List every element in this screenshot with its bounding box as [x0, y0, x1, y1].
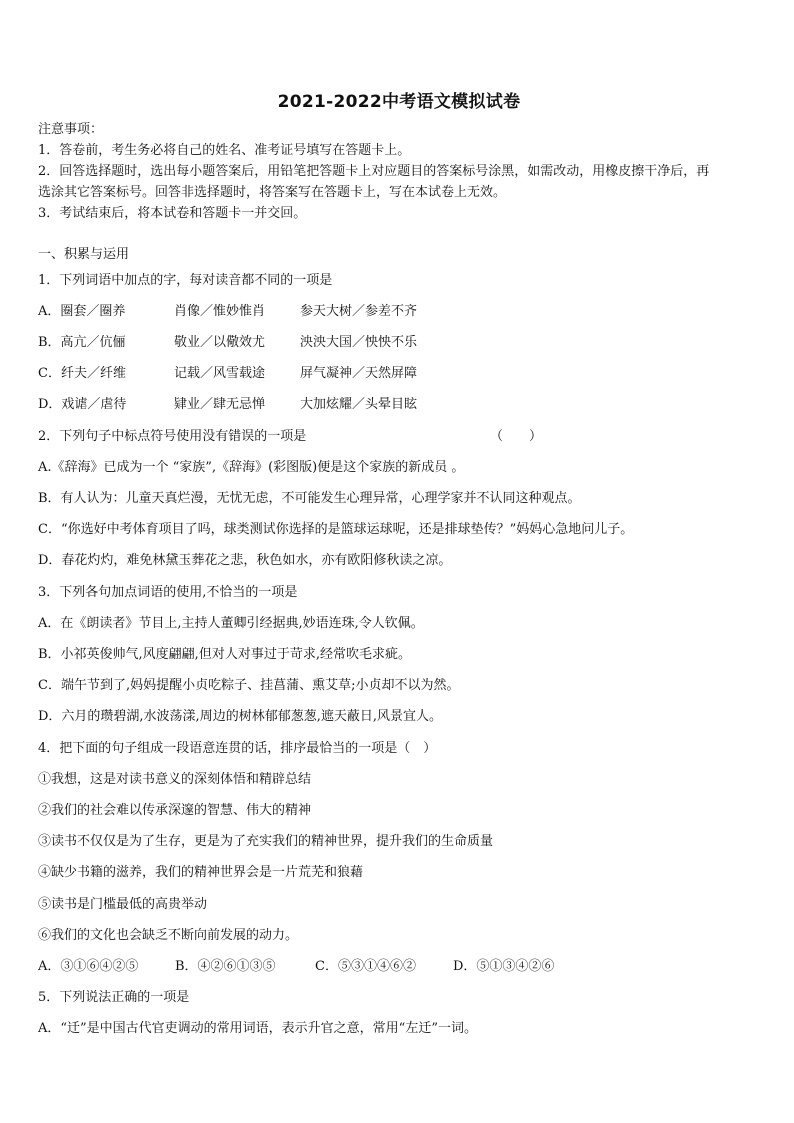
q5-stem: 5．下列说法正确的一项是: [38, 990, 190, 1005]
q4-sentence-5: ⑤读书是门槛最低的高贵举动: [38, 897, 208, 912]
q3-option-a: A．在《朗读者》节目上,主持人董卿引经据典,妙语连珠,令人钦佩。: [38, 616, 424, 631]
q4-answer-c: C．⑤③①④⑥②: [315, 959, 416, 974]
q5-option-a: A．“迁”是中国古代官吏调动的常用词语，表示升官之意，常用“左迁”一词。: [38, 1021, 477, 1036]
q2-answer-paren: （ ）: [490, 429, 543, 444]
q4-stem: 4．把下面的句子组成一段语意连贯的话，排序最恰当的一项是（ ）: [38, 741, 437, 756]
notice-item-1: 1．答卷前，考生务必将自己的姓名、准考证号填写在答题卡上。: [38, 143, 411, 158]
q2-option-b: B．有人认为：儿童天真烂漫，无忧无虑，不可能发生心理异常，心理学家并不认同这种观点。: [38, 491, 581, 506]
q1-c-word3: 屏气凝神／天然屏障: [300, 366, 418, 381]
q1-d-word1: D．戏谑／虐待: [38, 397, 127, 412]
q1-b-word1: B．高亢／伉俪: [38, 335, 126, 350]
notice-item-2: 2．回答选择题时，选出每小题答案后，用铅笔把答题卡上对应题目的答案标号涂黑，如需改动，用橡皮擦干净后，再: [38, 164, 710, 179]
q2-option-c: C．“你选好中考体育项目了吗，球类测试你选择的是篮球运球呢，还是排球垫传？”妈妈心急地问儿子。: [38, 522, 634, 537]
exam-page: [38, 0, 760, 1123]
q1-b-word3: 泱泱大国／怏怏不乐: [300, 335, 418, 350]
q2-stem: 2．下列句子中标点符号使用没有错误的一项是: [38, 429, 307, 444]
q1-option-a: [38, 303, 500, 320]
q4-sentence-6: ⑥我们的文化也会缺乏不断向前发展的动力。: [38, 928, 299, 943]
q3-option-d: D．六月的瓒碧湖,水波荡漾,周边的树林郁郁葱葱,遮天蔽日,风景宜人。: [38, 709, 442, 724]
q1-a-word3: 参天大树／参差不齐: [300, 304, 418, 319]
q4-sentence-4: ④缺少书籍的滋养，我们的精神世界会是一片荒芜和狼藉: [38, 865, 364, 880]
q4-sentence-1: ①我想，这是对读书意义的深刻体悟和精辟总结: [38, 772, 312, 787]
q1-d-word3: 大加炫耀／头晕目眩: [300, 397, 418, 412]
q1-stem: 1．下列词语中加点的字，每对读音都不同的一项是: [38, 273, 333, 288]
notice-item-3: 3．考试结束后，将本试卷和答题卡一并交回。: [38, 206, 307, 221]
q3-stem: 3．下列各句加点词语的使用,不恰当的一项是: [38, 585, 298, 600]
q1-c-word2: 记载／风雪载途: [174, 366, 266, 381]
q1-c-word1: C．纤夫／纤维: [38, 366, 126, 381]
q3-option-b: B．小祁英俊帅气,风度翩翩,但对人对事过于苛求,经常吹毛求疵。: [38, 647, 411, 662]
q2-option-d: D．春花灼灼，难免林黛玉葬花之悲，秋色如水，亦有欧阳修秋读之凉。: [38, 553, 452, 568]
q1-option-c: [38, 365, 500, 382]
section-heading: 一、积累与运用: [38, 247, 130, 262]
q4-sentence-3: ③读书不仅仅是为了生存，更是为了充实我们的精神世界，提升我们的生命质量: [38, 834, 494, 849]
q1-option-b: [38, 334, 500, 351]
q4-sentence-2: ②我们的社会难以传承深邃的智慧、伟大的精神: [38, 803, 312, 818]
q4-answer-b: B．④②⑥①③⑤: [175, 959, 276, 974]
notice-heading: 注意事项：: [38, 122, 104, 137]
q4-answers: [38, 958, 554, 975]
notice-item-2-cont: 选涂其它答案标号。回答非选择题时，将答案写在答题卡上，写在本试卷上无效。: [38, 185, 507, 200]
page-title: 2021-2022中考语文模拟试卷: [277, 92, 521, 112]
q1-option-d: [38, 396, 500, 413]
q4-answer-d: D．⑤①③④②⑥: [453, 959, 555, 974]
q4-answer-a: A．③①⑥④②⑤: [38, 959, 139, 974]
q1-d-word2: 肄业／肆无忌惮: [174, 397, 266, 412]
q1-b-word2: 敬业／以儆效尤: [174, 335, 266, 350]
q1-a-word2: 肖像／惟妙惟肖: [174, 304, 266, 319]
q2-option-a: A.《辞海》已成为一个 “家族”,《辞海》(彩图版)便是这个家族的新成员 。: [38, 460, 465, 475]
q3-option-c: C．端午节到了,妈妈提醒小贞吃粽子、挂菖蒲、熏艾草;小贞却不以为然。: [38, 678, 460, 693]
q1-a-word1: A．圈套／圈养: [38, 304, 126, 319]
